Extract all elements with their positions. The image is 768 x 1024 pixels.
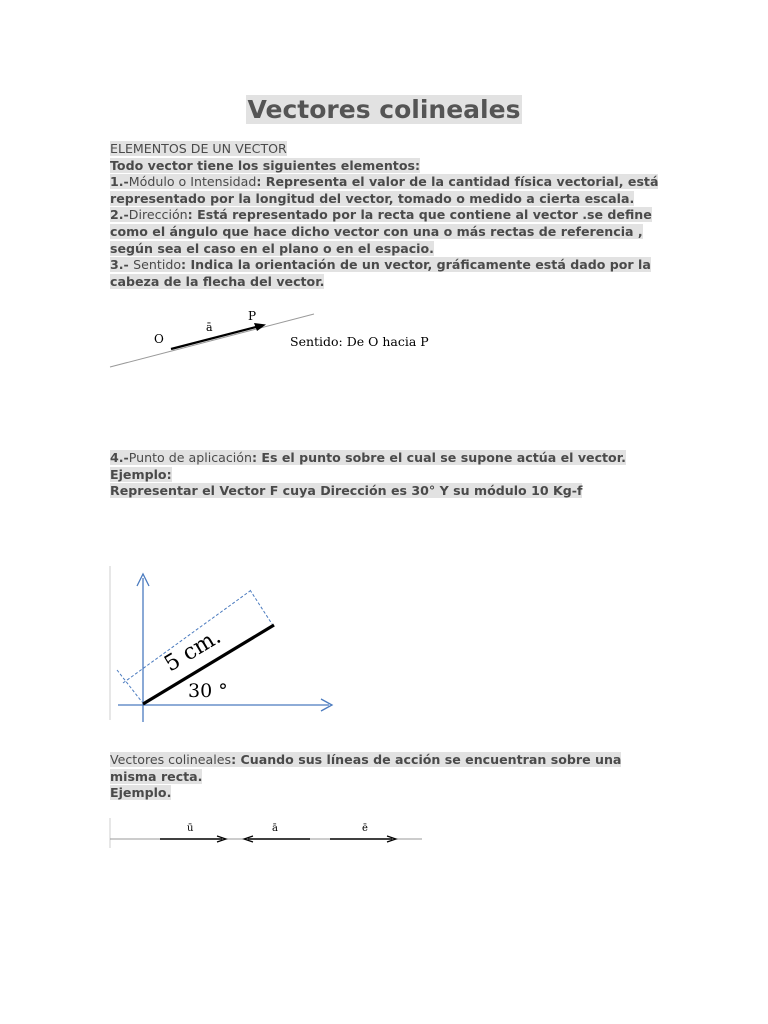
collinear-text: : Cuando sus líneas de acción se encuentran sobre una misma recta.: [110, 752, 622, 784]
angle-label: 30 °: [188, 680, 228, 702]
sentido-caption: Sentido: De O hacia P: [290, 334, 429, 349]
label-u: ū: [187, 823, 194, 834]
item-sentido-text: : Indica la orientación de un vector, gráficamente está dado por la cabeza de la flecha del vector.: [110, 257, 651, 289]
section-heading: ELEMENTOS DE UN VECTOR: [110, 141, 287, 156]
page-title-text: Vectores colineales: [247, 95, 521, 124]
item-modulo-label: Módulo o Intensidad: [128, 174, 257, 190]
length-label: 5 cm.: [160, 624, 226, 678]
item-punto-text: : Es el punto sobre el cual se supone actúa el vector.: [251, 450, 626, 465]
label-a-vector: ā: [206, 321, 213, 334]
item-direccion: 2.-Dirección: Está representado por la recta que contiene al vector .se define como el ángulo que hace dicho vector con una o más rectas de referencia , según sea el caso en el plano o en el espacio.: [110, 207, 652, 256]
item-punto-aplicacion: 4.-Punto de aplicación: Es el punto sobre el cual se supone actúa el vector.: [110, 450, 626, 465]
label-a: ā: [272, 823, 278, 834]
example-text: Representar el Vector F cuya Dirección es 30° Y su módulo 10 Kg-f: [110, 483, 583, 499]
example-label: Ejemplo:: [110, 466, 172, 482]
item-punto-label: Punto de aplicación: [128, 450, 252, 465]
item-sentido-label: Sentido: [133, 257, 182, 273]
collinear-label: Vectores colineales: [110, 752, 232, 767]
intro-text: Todo vector tiene los siguientes elementos:: [110, 157, 421, 173]
collinear-example-label: Ejemplo.: [110, 785, 172, 801]
label-o: O: [154, 332, 164, 346]
item-modulo: 1.-Módulo o Intensidad: Representa el valor de la cantidad física vectorial, está representado por la longitud del vector, tomado o medido a cierta escala.: [110, 174, 659, 206]
item-modulo-text: : Representa el valor de la cantidad física vectorial, está representado por la longitud del vector, tomado o medido a cierta escala.: [110, 174, 659, 206]
item-direccion-text: : Está representado por la recta que contiene al vector .se define como el ángulo que hace dicho vector con una o más rectas de referencia , según sea el caso en el plano o en el espacio.: [110, 207, 652, 256]
label-e: ē: [362, 823, 368, 834]
label-p: P: [248, 309, 257, 323]
item-sentido: 3.- Sentido: Indica la orientación de un vector, gráficamente está dado por la cabeza de la flecha del vector.: [110, 257, 651, 289]
item-direccion-label: Dirección: [128, 207, 188, 223]
